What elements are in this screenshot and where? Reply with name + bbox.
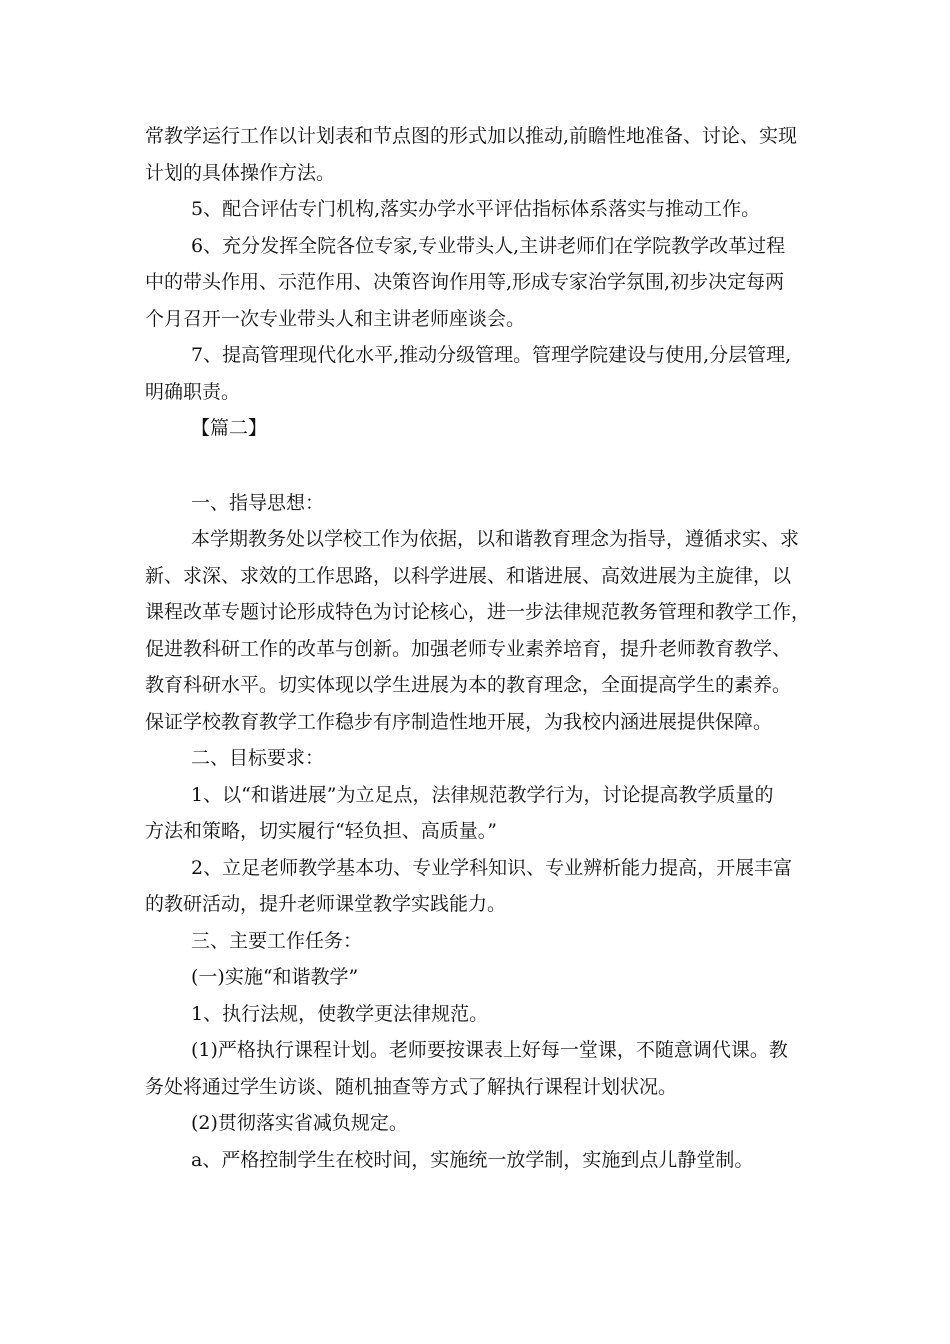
paragraph-line: 计划的具体操作方法。	[145, 161, 336, 184]
heading-main-tasks: 三、主要工作任务：	[191, 929, 363, 952]
list-item-6: 6、充分发挥全院各位专家,专业带头人,主讲老师们在学院教学改革过程	[191, 234, 786, 257]
paragraph-line: 个月召开一次专业带头人和主讲老师座谈会。	[145, 307, 526, 330]
paragraph-line: 保证学校教育教学工作稳步有序制造性地开展，为我校内涵进展提供保障。	[145, 710, 773, 733]
section-heading-part-two: 【篇二】	[191, 417, 268, 439]
task-subitem-a: a、严格控制学生在校时间，实施统一放学制，实施到点儿静堂制。	[191, 1148, 754, 1171]
paragraph-line: 教育科研水平。切实体现以学生进展为本的教育理念，全面提高学生的素养。	[145, 674, 792, 696]
task-item-1: 1、执行法规，使教学更法律规范。	[191, 1002, 489, 1025]
heading-goals: 二、目标要求：	[191, 747, 325, 769]
document-body	[145, 118, 810, 1178]
task-subitem-1: (1)严格执行课程计划。老师要按课表上好每一堂课，不随意调代课。教	[191, 1039, 788, 1061]
paragraph-line: 促进教科研工作的改革与创新。加强老师专业素养培育，提升老师教育教学、	[145, 637, 792, 660]
section-gap	[145, 447, 810, 485]
paragraph-line: 本学期教务处以学校工作为依据，以和谐教育理念为指导，遵循求实、求	[191, 528, 800, 550]
paragraph-line: 方法和策略，切实履行“轻负担、高质量。”	[145, 820, 497, 842]
paragraph-line: 的教研活动，提升老师课堂教学实践能力。	[145, 893, 507, 915]
list-item-5: 5、配合评估专门机构,落实办学水平评估指标体系落实与推动工作。	[191, 198, 761, 220]
task-subitem-2: (2)贯彻落实省减负规定。	[191, 1112, 408, 1134]
paragraph-line: 明确职责。	[145, 380, 241, 403]
heading-guiding-ideology: 一、指导思想：	[191, 491, 325, 514]
goal-item-1: 1、以“和谐进展”为立足点，法律规范教学行为，讨论提高教学质量的	[191, 783, 774, 806]
subheading-harmonious-teaching: (一)实施“和谐教学”	[191, 966, 359, 988]
paragraph-line: 课程改革专题讨论形成特色为讨论核心，进一步法律规范教务管理和教学工作，	[145, 601, 811, 623]
list-item-7: 7、提高管理现代化水平,推动分级管理。管理学院建设与使用,分层管理,	[191, 344, 792, 366]
paragraph-line: 常教学运行工作以计划表和节点图的形式加以推动,前瞻性地准备、讨论、实现	[145, 125, 798, 147]
goal-item-2: 2、立足老师教学基本功、专业学科知识、专业辨析能力提高，开展丰富	[191, 856, 793, 879]
paragraph-line: 中的带头作用、示范作用、决策咨询作用等,形成专家治学氛围,初步决定每两	[145, 271, 785, 293]
paragraph-line: 务处将通过学生访谈、随机抽查等方式了解执行课程计划状况。	[145, 1075, 678, 1098]
paragraph-line: 新、求深、求效的工作思路，以科学进展、和谐进展、高效进展为主旋律，以	[145, 564, 792, 587]
